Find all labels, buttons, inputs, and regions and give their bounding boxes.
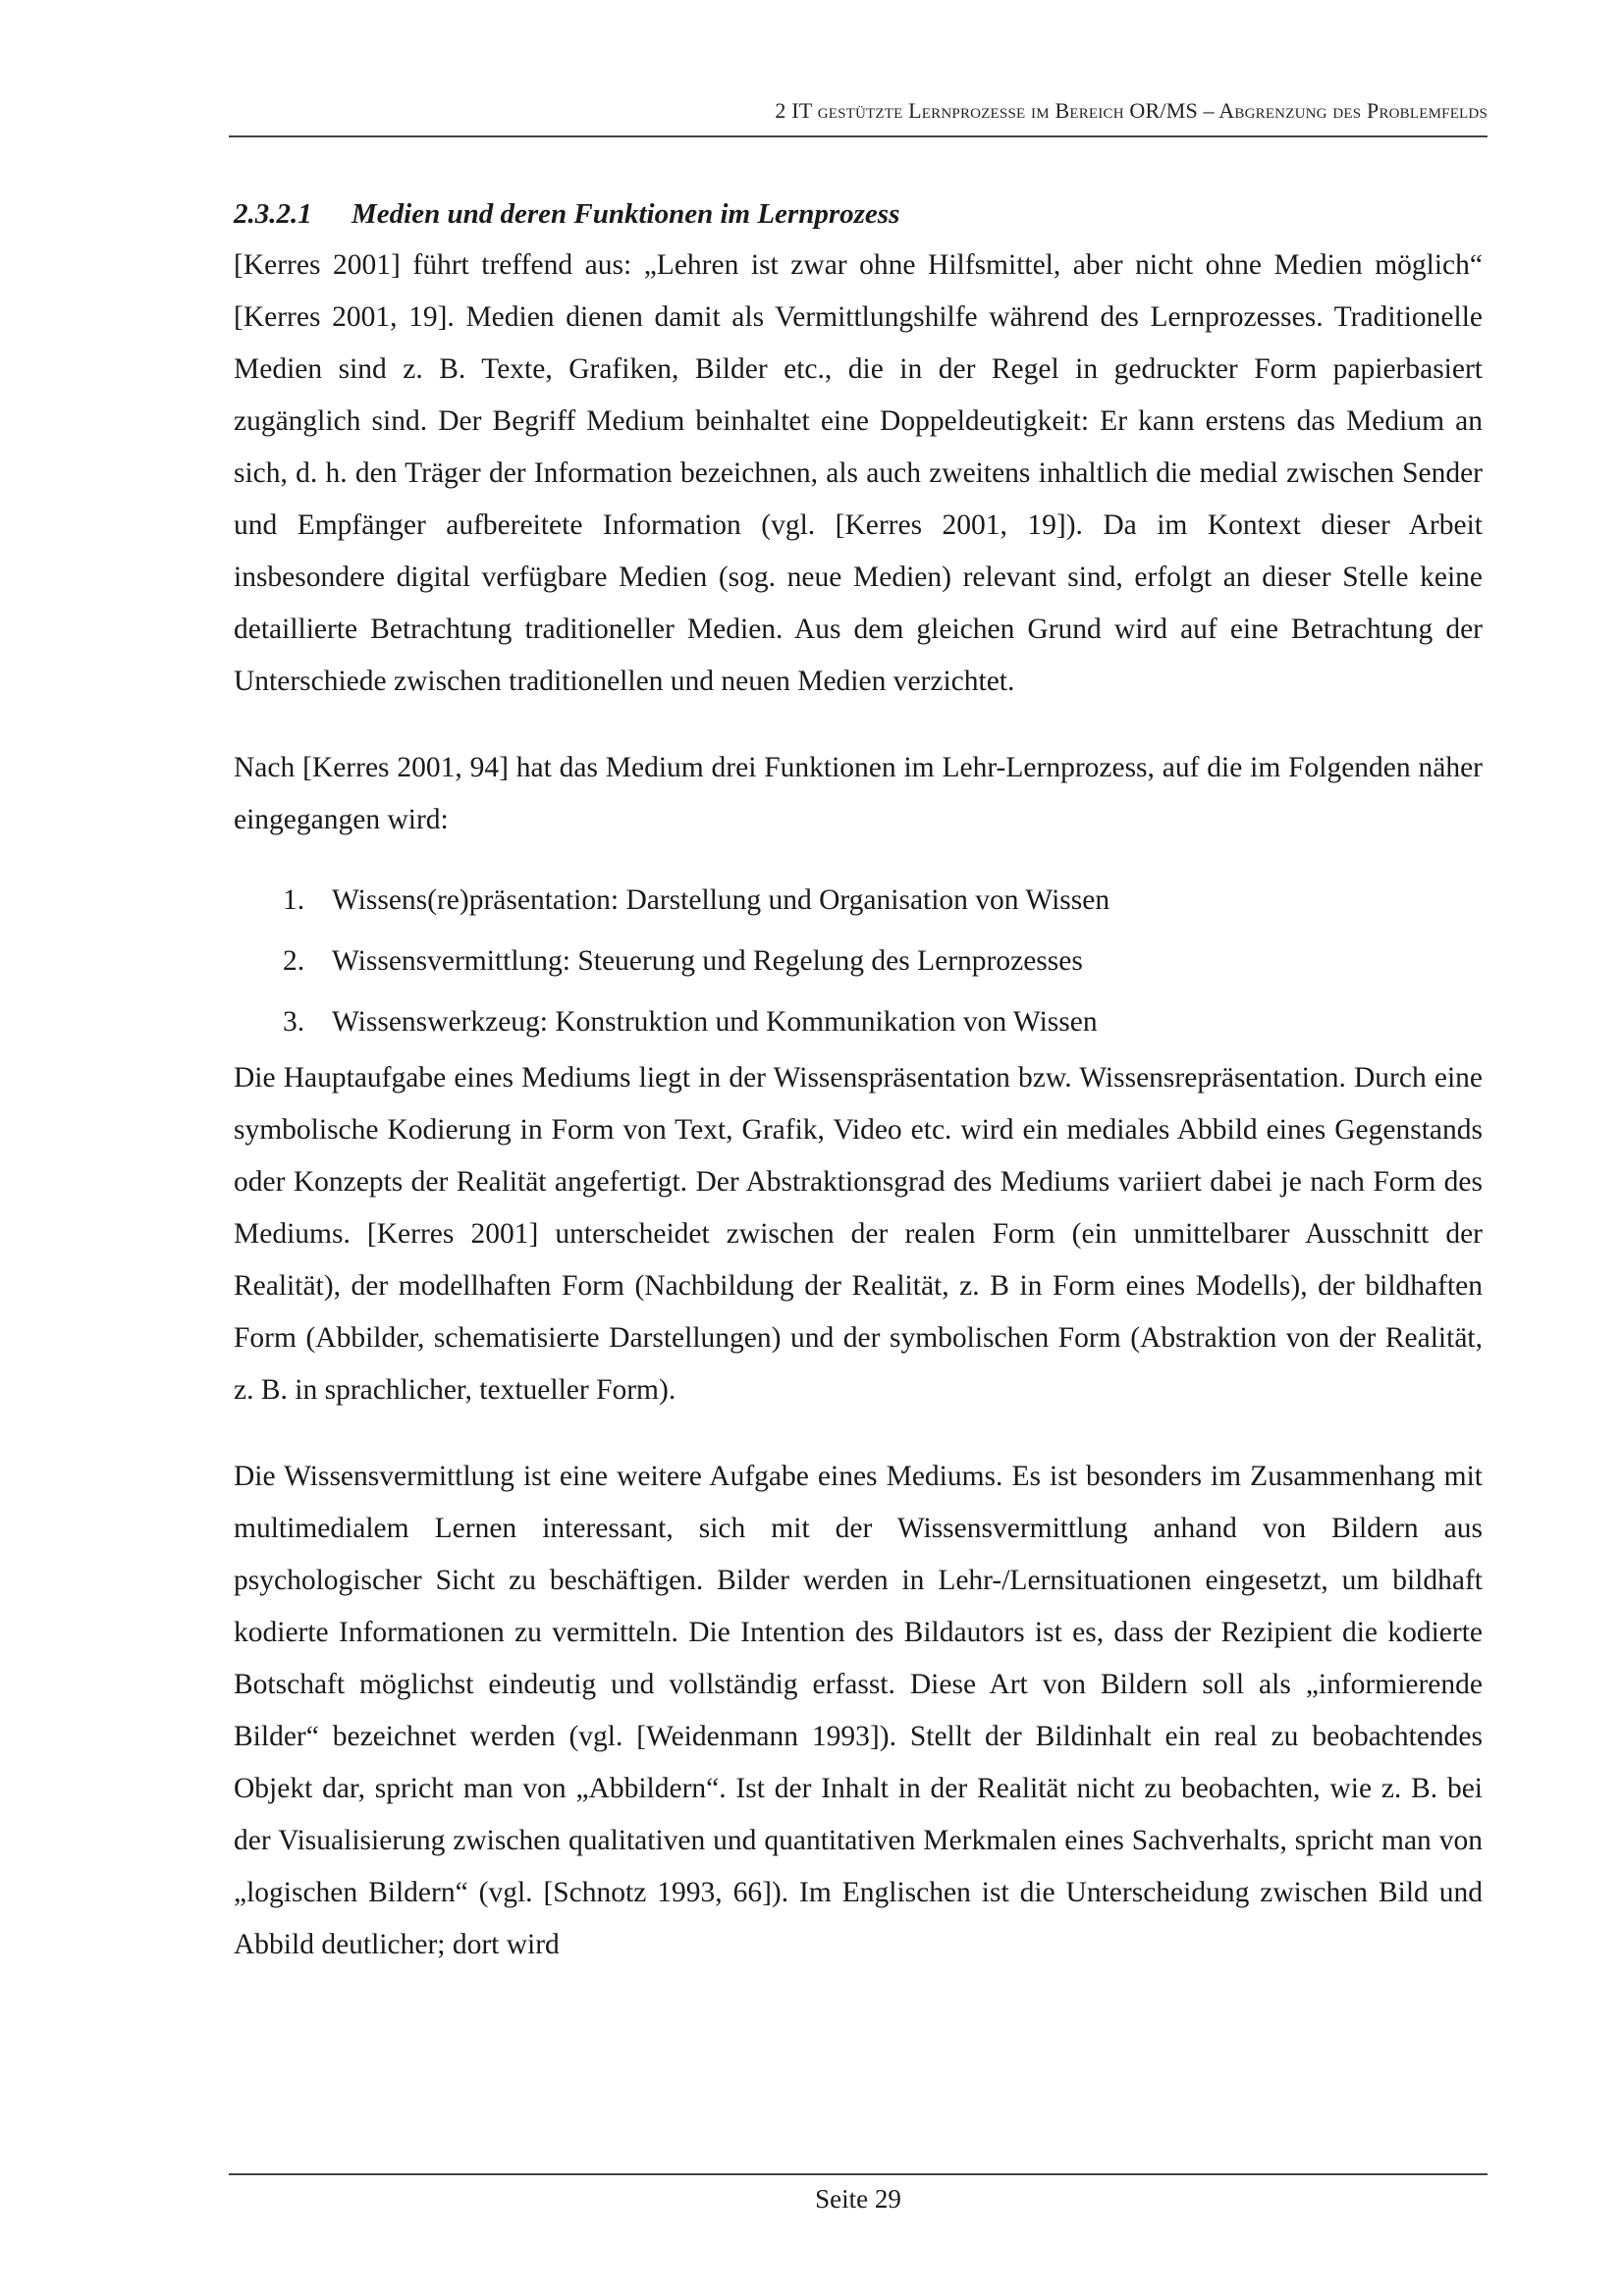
function-list bbox=[234, 870, 1483, 1052]
paragraph-4: Die Wissensvermittlung ist eine weitere Aufgabe eines Mediums. Es ist besonders im Zusammenhang mit multimedialem Lernen interessant, sich mit der Wissensvermittlung anhand von Bildern aus psychologischer Sicht zu beschäftigen. Bilder werden in Lehr-/Lernsituationen eingesetzt, um bildhaft kodierte Informationen zu vermitteln. Die Intention des Bildautors ist es, dass der Rezipient die kodierte Botschaft möglichst eindeutig und vollständig erfasst. Diese Art von Bildern soll als „informierende Bilder“ bezeichnet werden (vgl. [Weidenmann 1993]). Stellt der Bildinhalt ein real zu beobachtendes Objekt dar, spricht man von „Abbildern“. Ist der Inhalt in der Realität nicht zu beobachten, wie z. B. bei der Visualisierung zwischen qualitativen und quantitativen Merkmalen eines Sachverhalts, spricht man von „logischen Bildern“ (vgl. [Schnotz 1993, 66]). Im Englischen ist die Unterscheidung zwischen Bild und Abbild deutlicher; dort wird bbox=[234, 1461, 1483, 1960]
section-title: Medien und deren Funktionen im Lernprozess bbox=[352, 198, 900, 230]
list-item: 2. Wissensvermittlung: Steuerung und Regelung des Lernprozesses bbox=[283, 945, 1083, 977]
page-number: Seite 29 bbox=[815, 2184, 901, 2214]
page-content bbox=[234, 188, 1483, 1971]
running-header bbox=[229, 98, 1488, 124]
list-item: 1. Wissens(re)präsentation: Darstellung und Organisation von Wissen bbox=[283, 884, 1110, 916]
header-chapter: 2 IT bbox=[775, 98, 812, 123]
header-rule bbox=[229, 135, 1488, 137]
paragraph-3: Die Hauptaufgabe eines Mediums liegt in der Wissenspräsentation bzw. Wissensrepräsentation. Durch eine symbolische Kodierung in Form von Text, Grafik, Video etc. wird ein mediales Abbild eines Gegenstands oder Konzepts der Realität angefertigt. Der Abstraktionsgrad des Mediums variiert dabei je nach Form des Mediums. [Kerres 2001] unterscheidet zwischen der realen Form (ein unmittelbarer Ausschnitt der Realität), der modellhaften Form (Nachbildung der Realität, z. B in Form eines Modells), der bildhaften Form (Abbilder, schematisierte Darstellungen) und der symbolischen Form (Abstraktion von der Realität, z. B. in sprachlicher, textueller Form). bbox=[234, 1062, 1483, 1406]
header-title: gestützte Lernprozesse im Bereich OR/MS – Abgrenzung des Problemfelds bbox=[817, 98, 1488, 123]
section-heading bbox=[234, 188, 1483, 240]
list-item: 3. Wissenswerkzeug: Konstruktion und Kommunikation von Wissen bbox=[283, 1006, 1098, 1038]
footer-rule bbox=[229, 2173, 1488, 2175]
section-number: 2.3.2.1 bbox=[234, 198, 312, 230]
paragraph-2: Nach [Kerres 2001, 94] hat das Medium drei Funktionen im Lehr-Lernprozess, auf die im Folgenden näher eingegangen wird: bbox=[234, 752, 1483, 835]
paragraph-1: [Kerres 2001] führt treffend aus: „Lehren ist zwar ohne Hilfsmittel, aber nicht ohne Medien möglich“ [Kerres 2001, 19]. Medien dienen damit als Vermittlungshilfe während des Lernprozesses. Traditionelle Medien sind z. B. Texte, Grafiken, Bilder etc., die in der Regel in gedruckter Form papierbasiert zugänglich sind. Der Begriff Medium beinhaltet eine Doppeldeutigkeit: Er kann erstens das Medium an sich, d. h. den Träger der Information bezeichnen, als auch zweitens inhaltlich die medial zwischen Sender und Empfänger aufbereitete Information (vgl. [Kerres 2001, 19]). Da im Kontext dieser Arbeit insbesondere digital verfügbare Medien (sog. neue Medien) relevant sind, erfolgt an dieser Stelle keine detaillierte Betrachtung traditioneller Medien. Aus dem gleichen Grund wird auf eine Betrachtung der Unterschiede zwischen traditionellen und neuen Medien verzichtet. bbox=[234, 249, 1483, 697]
